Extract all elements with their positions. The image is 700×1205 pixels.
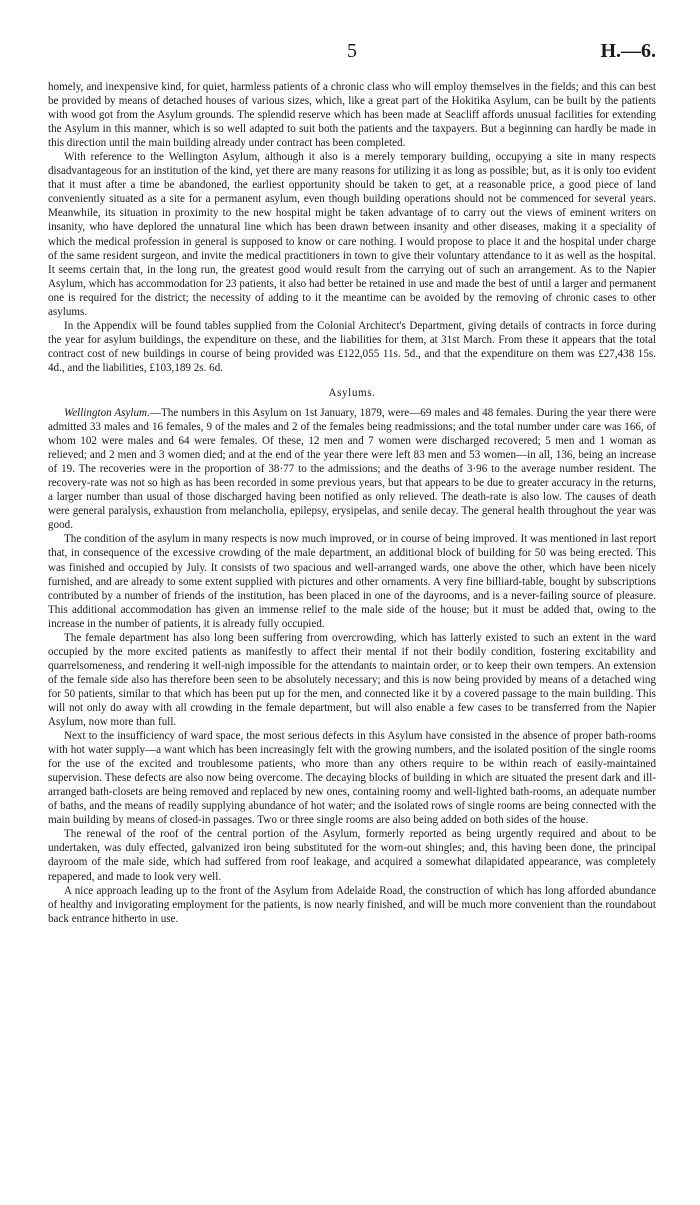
section-heading: Asylums.: [328, 386, 376, 399]
paragraph-wellington-asylum: [48, 406, 656, 532]
subsection-title: Wellington Asylum.: [64, 406, 150, 419]
report-code: H.—6.: [600, 40, 656, 62]
page-header: [48, 40, 656, 80]
paragraph: In the Appendix will be found tables supplied from the Colonial Architect's Department, giving details of contracts in force during the year for asylum buildings, the expenditure on these, and the liabilities for them, at 31st March. From these it appears that the total contract cost of new buildings in course of being provided was £122,055 11s. 5d., and that the expenditure on them was £27,438 15s. 4d., and the liabilities, £103,189 2s. 6d.: [48, 319, 656, 374]
paragraph: With reference to the Wellington Asylum, although it also is a merely temporary building, occupying a site in many respects disadvantageous for an institution of the kind, yet there are many reasons for utilizing it as long as possible; but, as it is only too evident that it must after a time be abandoned, the earliest opportunity should be taken to get, at a reasonable price, a good piece of land conveniently situated as a site for a permanent asylum, even though building operations should not be commenced for several years. Meanwhile, its situation in proximity to the new hospital might be taken advantage of to carry out the views of eminent writers on insanity, who have deplored the unnatural line which has been drawn between insanity and other diseases, making it a speciality of which the medical profession in general is supposed to know or care nothing. I would propose to place it and the hospital under charge of the same resident surgeon, and invite the medical practitioners in town to give their voluntary attendance to it as well as the hospital. It seems certain that, in the long run, the greatest good would result from the carrying out of such an arrangement. As to the Napier Asylum, which has accommodation for 23 patients, it also had better be retained in use and made the best of until a larger and permanent one is required for the district; the necessity of adding to it the meantime can be avoided by the removing of chronic cases to other asylums.: [48, 151, 656, 318]
paragraph: A nice approach leading up to the front of the Asylum from Adelaide Road, the construction of which has long afforded abundance of healthy and invigorating employment for the patients, is now nearly finished, and will be much more convenient than the roundabout back entrance hitherto in use.: [48, 884, 656, 925]
paragraph: The renewal of the roof of the central portion of the Asylum, formerly reported as being urgently required and about to be undertaken, was duly effected, galvanized iron being substituted for the worn-out shingles; and, this having been done, the principal dayroom of the male side, which had suffered from roof leakage, and acquired a somewhat dilapidated appearance, was completely repapered, and made to look very well.: [48, 828, 656, 883]
document-body: [48, 80, 656, 926]
paragraph: The female department has also long been suffering from overcrowding, which has latterly existed to such an extent in the ward occupied by the more excited patients as manifestly to affect their mental if not their bodily condition, fostering excitability and quarrelsomeness, and rendering it well-nigh impossible for the attendants to maintain order, or to keep their own tempers. An extension of the female side also has therefore been seen to be absolutely necessary; and this is now being provided by means of a detached wing for 50 patients, similar to that which has been put up for the men, and connected like it by a covered passage to the main building. This will not only do away with all crowding in the female department, but will also enable a few cases to be transferred from the Napier Asylum, now more than full.: [48, 631, 656, 729]
paragraph: Next to the insufficiency of ward space, the most serious defects in this Asylum have consisted in the absence of proper bath-rooms with hot water supply—a want which has been increasingly felt with the growing numbers, and the isolated position of the single rooms for the use of the excited and troublesome patients, who more than any others require to be within reach of easily-maintained supervision. These defects are also now being overcome. The decaying blocks of building in which are situated the present dark and ill-arranged bath-closets are being removed and replaced by new ones, containing roomy and well-lighted bath-rooms, an adequate number of baths, and the means of readily supplying abundance of hot water; and the isolated rows of single rooms are being connected with the main building by means of closed-in passages. Two or three single rooms are also being added on both sides of the house.: [48, 730, 656, 827]
paragraph: homely, and inexpensive kind, for quiet, harmless patients of a chronic class who will employ themselves in the fields; and this can best be provided by means of detached houses of various sizes, which, like a great part of the Hokitika Asylum, can be built by the patients with wood got from the Asylum grounds. The splendid reserve which has been made at Seacliff affords unusual facilities for extending the Asylum in this manner, which is so well adapted to suit both the patients and the taxpayers. But a beginning can hardly be made in this direction until the main building already under contract has been completed.: [48, 81, 656, 150]
paragraph: The condition of the asylum in many respects is now much improved, or in course of being improved. It was mentioned in last report that, in consequence of the excessive crowding of the male department, an additional block of building for 50 was being erected. This was finished and occupied by July. It consists of two spacious and well-arranged wards, one above the other, which have been nicely furnished, and are already to some extent supplied with pictures and other ornaments. A very fine billiard-table, bought by subscriptions contributed by a number of friends of the institution, has been placed in one of the dayrooms, and is a never-failing source of pleasure. This additional accommodation has given an immense relief to the male side of the house; but it must be added that, owing to the increase in the number of patients, it is already fully occupied.: [48, 533, 656, 630]
page-number: 5: [347, 40, 357, 62]
paragraph-text: —The numbers in this Asylum on 1st January, 1879, were—69 males and 48 females. During the year there were admitted 33 males and 16 females, 9 of the males and 2 of the females being readmissions; and the total number under care was 166, of whom 102 were males and 64 were females. Of these, 12 men and 7 women were discharged recovered; 5 men and 1 woman as relieved; and 2 men and 3 women died; and at the end of the year there were left 83 men and 53 women—in all, 136, being an increase of 19. The recoveries were in the proportion of 38·77 to the admissions; and the deaths of 3·96 to the average number resident. The recovery-rate was not so high as has been recorded in some previous years, but that appears to be due to greater accuracy in the returns, a larger number than usual of those discharged having been notified as only relieved. The death-rate is also low. The causes of death were general paralysis, exhaustion from melancholia, epilepsy, erysipelas, and senile decay. The general health throughout the year was good.: [48, 406, 656, 532]
